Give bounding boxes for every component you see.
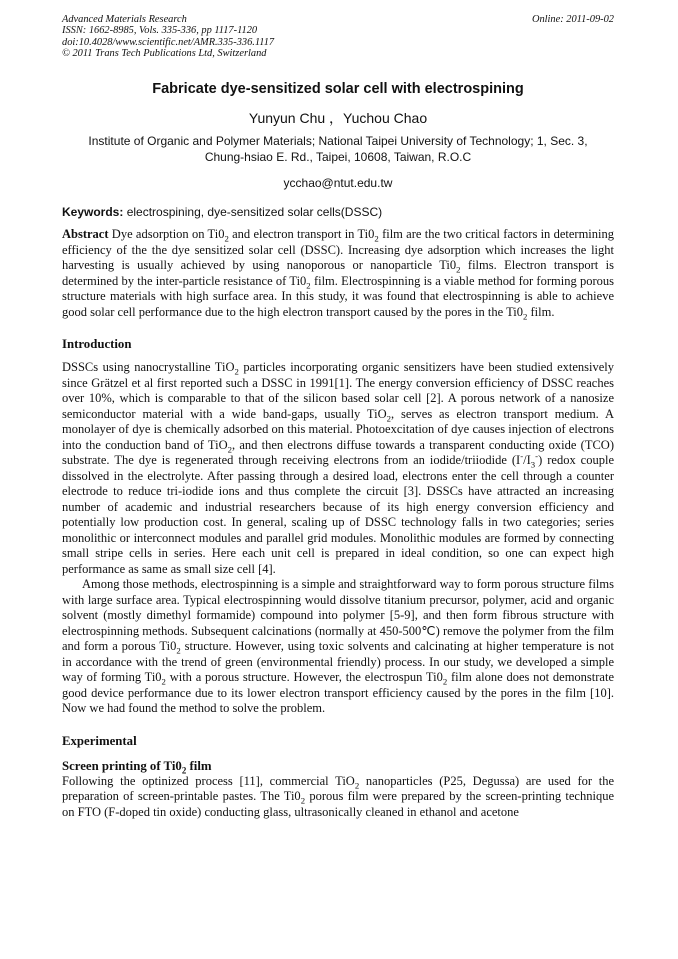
author-email: ycchao@ntut.edu.tw: [283, 176, 393, 191]
authors: Yunyun Chu ，Yuchou Chao: [248, 110, 428, 127]
experimental-paragraph: Following the optinized process [11], commercial TiO$_2$ nanoparticles (P25, Degussa) are used for the preparation of screen-printable pastes. The $Ti0_2$ porous film were prepared by the screen-printing technique on FTO (F-doped tin oxide) conducting glass, ultrasonically cleaned in ethanol and acetone: [62, 773, 615, 819]
keywords-text: electrospining, dye-sensitized solar cells(DSSC): [123, 205, 383, 220]
affiliation: [62, 134, 614, 165]
affiliation-line-1: Institute of Organic and Polymer Materials; National Taipei University of Technology; 1, Sec. 3,: [88, 134, 588, 149]
intro-paragraph-2: Among those methods, electrospinning is a simple and straightforward way to form porous structure films with large surface area. Typical electrospinning would dissolve titanium precursor, polymer, acid and organic solvent (mostly dimethyl formamide) compound into polymer [5-9], and then form fibrous structure with electrospinning methods. Subsequent calcinations (normally at 450-500℃) remove the polymer from the film and form a porous $Ti0_2$ structure. However, using toxic solvents and calcinating at higher temperature is not in accordance with the trend of green (environmental friendly) process. In our study, we developed a simple way of forming $Ti0_2$ with a porous structure. However, the electrospun $Ti0_2$ film alone does not demonstrate good device performance due to its lower electron transport efficiency caused by the pores in the film [10]. Now we had found the method to solve the problem.: [62, 577, 614, 716]
journal-header: [62, 14, 614, 59]
section-experimental: Experimental: [62, 733, 137, 748]
section-introduction: Introduction: [62, 337, 132, 352]
abstract-label: Abstract: [62, 227, 109, 242]
keywords: [62, 205, 614, 219]
intro-paragraph-1: DSSCs using nanocrystalline TiO$_2$ particles incorporating organic sensitizers have been studied extensively since Grätzel et al first reported such a DSSC in 1991[1]. The energy conversion efficiency of DSSC reaches over 10%, which is comparable to that of the silicon based solar cell [2]. A porous network of a nanosize semiconductor material with a wide band-gaps, usually TiO$_2$, serves as electron transport medium. A monolayer of dye is chemically adsorbed on this material. Photoexcitation of dye causes injection of electrons into the conduction band of TiO$_2$, and then electrons diffuse towards a transparent conducting oxide (TCO) substrate. The dye is regenerated through receiving electrons from an iodide/triiodide $(I^-/I_3^-)$ redox couple dissolved in the electrolyte. After passing through a desired load, electrons enter the cell through a counter electrode to reduce tri-iodide ions and thus complete the circuit [3]. DSSCs have attracted an increasing number of academic and industrial researchers because of its high energy conversion efficiency and potentially low production cost. In general, scaling up of DSSC technology falls in two categories; series monolithic or interconnect modules and parallel grid modules. Monolithic modules are formed by connecting small stripe cells in series. Here each unit cell is prepared in ideal condition, so one can expect high performance as same as small size cell [4].: [62, 360, 614, 576]
doi: doi:10.4028/www.scientific.net/AMR.335-336.1117: [62, 36, 275, 48]
abstract: Abstract Dye adsorption on $Ti0_2$ and electron transport in $Ti0_2$ film are the two critical factors in determining efficiency of the the dye sensitized solar cell (DSSC). Increasing dye adsorption which increases the light harvesting is usually achieved by using nanoporous or nanoparticle $Ti0_2$ films. Electron transport is determined by the inter-particle resistance of $Ti0_2$ film. Electrospinning is a viable method for forming porous structure materials with high surface area. In this study, it was found that electrospinning is able to achieve good solar cell performance due to the high electron transport caused by the pores in the $Ti0_2$ film.: [62, 227, 614, 322]
issn: ISSN: 1662-8985, Vols. 335-336, pp 1117-1120: [62, 25, 258, 37]
paper-title: Fabricate dye-sensitized solar cell with electrospining: [152, 81, 524, 98]
keywords-label: Keywords:: [62, 205, 124, 220]
journal-name: Advanced Materials Research: [62, 14, 187, 25]
online-date: Online: 2011-09-02: [531, 14, 614, 25]
paper-page: [62, 14, 614, 820]
copyright: © 2011 Trans Tech Publications Ltd, Switzerland: [62, 47, 267, 59]
subsection-screen-printing: Screen printing of $Ti0_2$ film: [62, 758, 212, 776]
affiliation-line-2: Chung-hsiao E. Rd., Taipei, 10608, Taiwan, R.O.C: [204, 149, 472, 164]
